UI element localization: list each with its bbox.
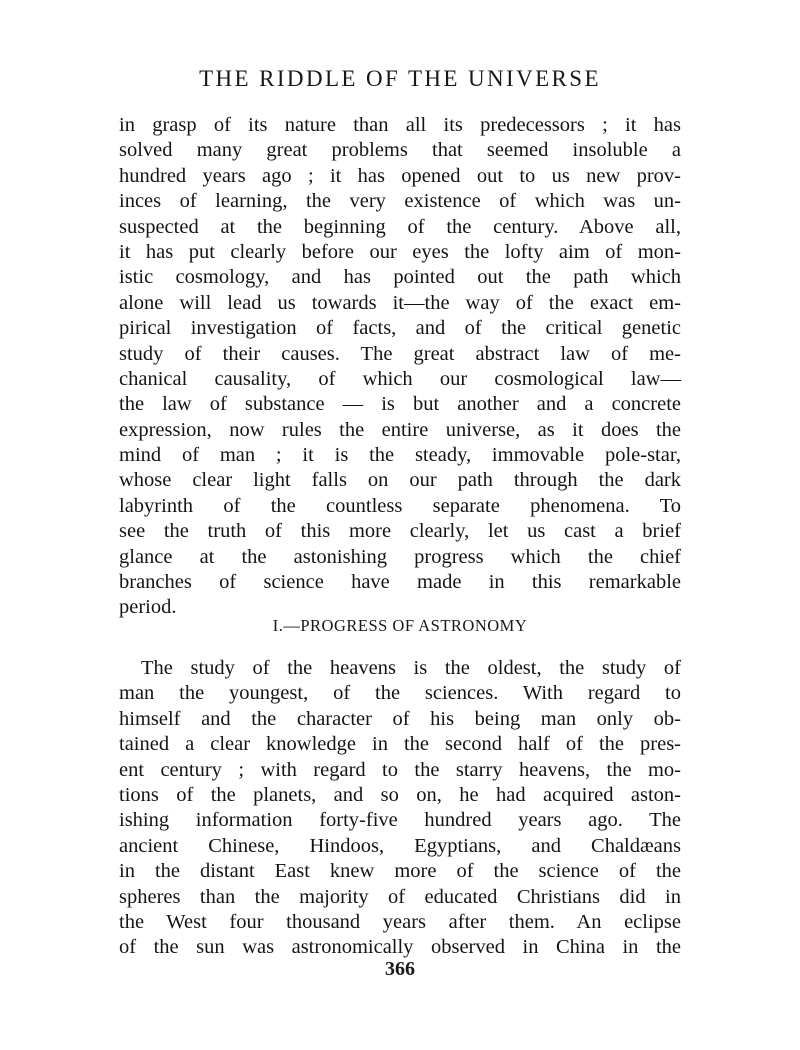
paragraph-1-line: solved many great problems that seemed insoluble a <box>119 139 681 162</box>
page-number: 366 <box>385 958 415 980</box>
paragraph-1-line: chanical causality, of which our cosmological law— <box>119 367 681 390</box>
paragraph-1-line: alone will lead us towards it—the way of the exact em- <box>119 291 681 314</box>
paragraph-2-line: tions of the planets, and so on, he had acquired aston- <box>119 783 681 806</box>
paragraph-1-line: istic cosmology, and has pointed out the path which <box>119 266 681 289</box>
paragraph-1-line: see the truth of this more clearly, let us cast a brief <box>119 520 681 543</box>
paragraph-2-line: in the distant East knew more of the science of the <box>119 860 681 883</box>
running-head: THE RIDDLE OF THE UNIVERSE <box>199 66 601 91</box>
paragraph-2-line: spheres than the majority of educated Christians did in <box>119 885 681 908</box>
paragraph-1-line: suspected at the beginning of the century. Above all, <box>119 215 681 238</box>
paragraph-1-line: expression, now rules the entire universe, as it does the <box>119 418 681 441</box>
paragraph-1-line: the law of substance — is but another and a concrete <box>119 393 681 416</box>
paragraph-1-line: branches of science have made in this remarkable <box>119 571 681 594</box>
paragraph-2-line: ancient Chinese, Hindoos, Egyptians, and Chaldæans <box>119 834 681 857</box>
paragraph-2-line: of the sun was astronomically observed in China in the <box>119 936 681 959</box>
paragraph-2-line: ishing information forty-five hundred years ago. The <box>119 809 681 832</box>
paragraph-2 <box>119 656 681 961</box>
paragraph-1-line: it has put clearly before our eyes the lofty aim of mon- <box>119 240 681 263</box>
paragraph-1-line: glance at the astonishing progress which the chief <box>119 545 681 568</box>
paragraph-2-line: man the youngest, of the sciences. With regard to <box>119 682 681 705</box>
paragraph-2-line: the West four thousand years after them. An eclipse <box>119 910 681 933</box>
paragraph-1-line: mind of man ; it is the steady, immovable pole-star, <box>119 444 681 467</box>
paragraph-1-line: labyrinth of the countless separate phenomena. To <box>119 494 681 517</box>
paragraph-2-line: himself and the character of his being man only ob- <box>119 707 681 730</box>
section-heading: I.—PROGRESS OF ASTRONOMY <box>272 616 528 635</box>
paragraph-1-line: period. <box>119 596 177 619</box>
paragraph-2-line: The study of the heavens is the oldest, the study of <box>141 657 681 679</box>
paragraph-1-line: inces of learning, the very existence of which was un- <box>119 190 681 213</box>
paragraph-1 <box>119 113 681 621</box>
paragraph-1-line: pirical investigation of facts, and of the critical genetic <box>119 317 681 340</box>
paragraph-2-line: ent century ; with regard to the starry heavens, the mo- <box>119 758 681 781</box>
paragraph-1-line: in grasp of its nature than all its predecessors ; it has <box>119 114 681 136</box>
paragraph-1-line: hundred years ago ; it has opened out to us new prov- <box>119 164 681 187</box>
paragraph-2-line: tained a clear knowledge in the second half of the pres- <box>119 733 681 756</box>
paragraph-1-line: study of their causes. The great abstract law of me- <box>119 342 681 365</box>
paragraph-1-line: whose clear light falls on our path through the dark <box>119 469 681 492</box>
